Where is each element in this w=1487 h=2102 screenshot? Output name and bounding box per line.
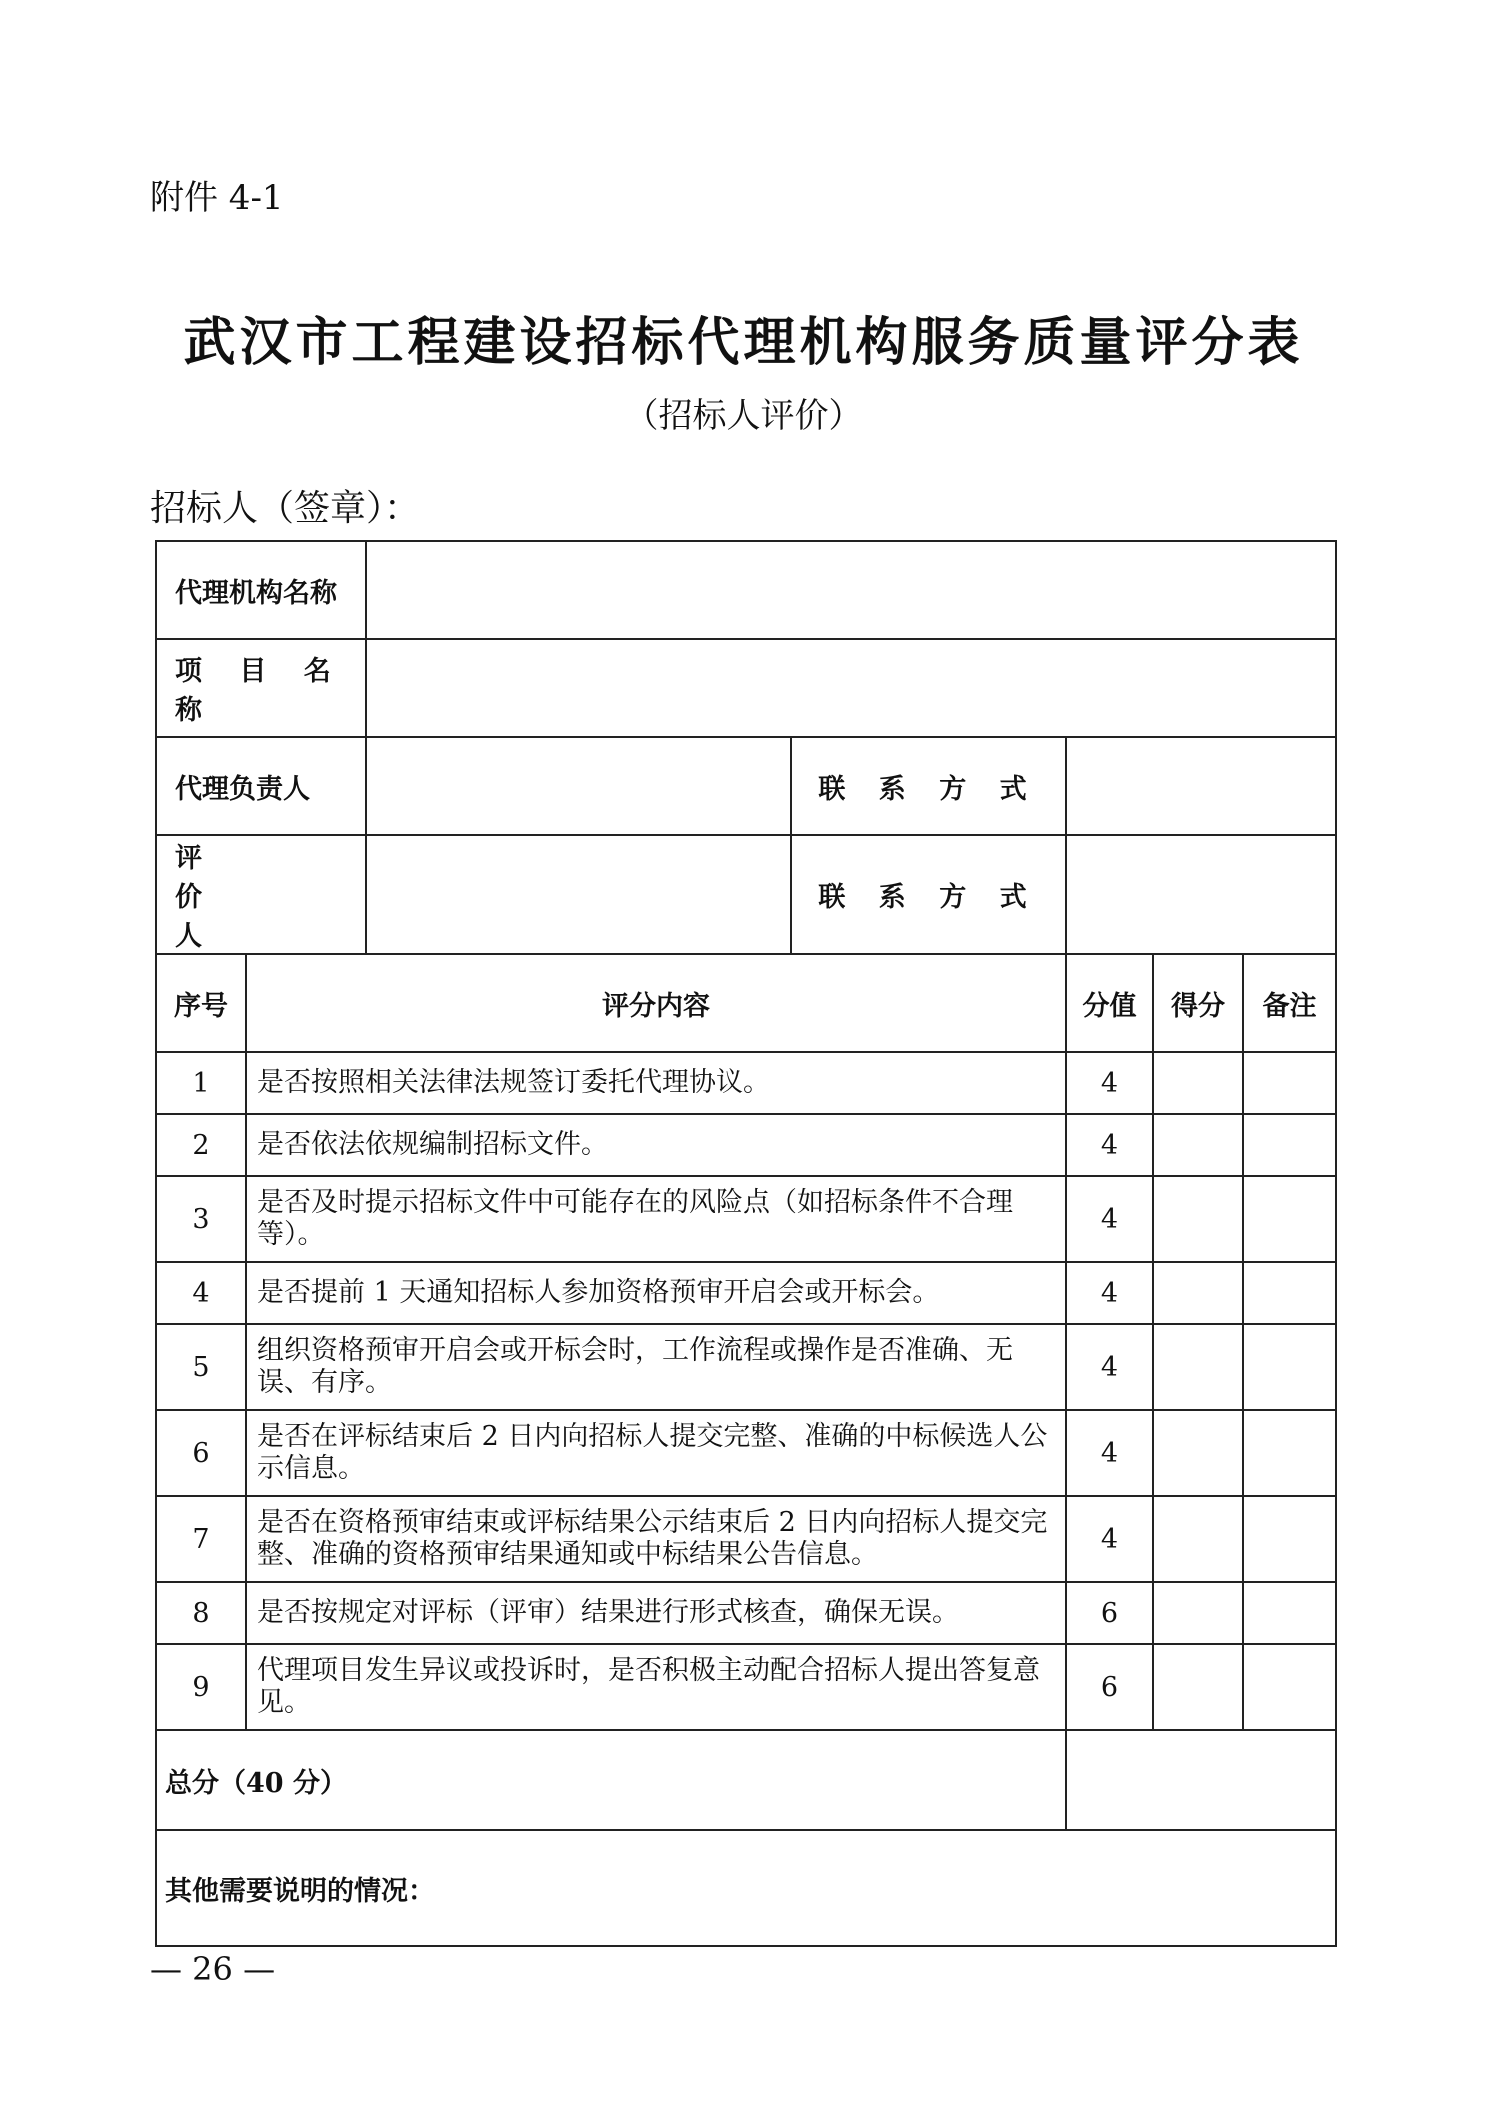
row-points: 4 <box>1066 1496 1153 1582</box>
evaluator-contact-label: 联 系 方 式 <box>791 835 1066 954</box>
row-remark-field[interactable] <box>1243 1262 1336 1324</box>
row-seq: 1 <box>156 1052 246 1114</box>
agency-name-field[interactable] <box>366 541 1336 639</box>
page-subtitle: （招标人评价） <box>624 396 863 436</box>
evaluator-label: 评 价 人 <box>156 835 366 954</box>
row-content: 是否提前 1 天通知招标人参加资格预审开启会或开标会。 <box>246 1262 1066 1324</box>
row-seq: 9 <box>156 1644 246 1730</box>
row-points: 4 <box>1066 1052 1153 1114</box>
agency-name-label: 代理机构名称 <box>156 541 366 639</box>
table-row <box>156 1176 1336 1262</box>
notes-field[interactable] <box>156 1830 1336 1946</box>
row-content: 是否在资格预审结束或评标结果公示结束后 2 日内向招标人提交完整、准确的资格预审结果通知或中标结果公告信息。 <box>246 1496 1066 1582</box>
row-seq: 7 <box>156 1496 246 1582</box>
row-remark-field[interactable] <box>1243 1496 1336 1582</box>
total-row <box>156 1730 1336 1830</box>
total-label: 总分（40 分） <box>156 1730 1066 1830</box>
row-seq: 4 <box>156 1262 246 1324</box>
row-remark-field[interactable] <box>1243 1410 1336 1496</box>
row-content: 是否及时提示招标文件中可能存在的风险点（如招标条件不合理等）。 <box>246 1176 1066 1262</box>
row-remark-field[interactable] <box>1243 1644 1336 1730</box>
project-name-label: 项 目 名 称 <box>156 639 366 737</box>
row-content: 组织资格预审开启会或开标会时，工作流程或操作是否准确、无误、有序。 <box>246 1324 1066 1410</box>
row-score-field[interactable] <box>1153 1410 1243 1496</box>
row-score-field[interactable] <box>1153 1052 1243 1114</box>
row-seq: 5 <box>156 1324 246 1410</box>
table-row <box>156 1644 1336 1730</box>
row-remark-field[interactable] <box>1243 1114 1336 1176</box>
project-name-row <box>156 639 1336 737</box>
table-row <box>156 1052 1336 1114</box>
row-points: 4 <box>1066 1262 1153 1324</box>
col-content-header: 评分内容 <box>246 954 1066 1052</box>
notes-label: 其他需要说明的情况： <box>165 1876 435 1907</box>
row-score-field[interactable] <box>1153 1176 1243 1262</box>
notes-row <box>156 1830 1336 1946</box>
evaluator-field[interactable] <box>366 835 791 954</box>
attachment-label: 附件 4-1 <box>150 178 284 218</box>
agency-name-row <box>156 541 1336 639</box>
row-remark-field[interactable] <box>1243 1582 1336 1644</box>
col-seq-header: 序号 <box>156 954 246 1052</box>
signer-label: 招标人（签章）： <box>150 488 421 529</box>
agent-head-field[interactable] <box>366 737 791 835</box>
page-number: — 26 — <box>150 1950 276 1988</box>
row-score-field[interactable] <box>1153 1324 1243 1410</box>
table-row <box>156 1410 1336 1496</box>
row-points: 4 <box>1066 1324 1153 1410</box>
row-seq: 8 <box>156 1582 246 1644</box>
col-remark-header: 备注 <box>1243 954 1336 1052</box>
row-score-field[interactable] <box>1153 1644 1243 1730</box>
col-score-header: 得分 <box>1153 954 1243 1052</box>
agent-head-label: 代理负责人 <box>156 737 366 835</box>
row-content: 是否按照相关法律法规签订委托代理协议。 <box>246 1052 1066 1114</box>
total-score-field[interactable] <box>1066 1730 1336 1830</box>
column-header-row <box>156 954 1336 1052</box>
table-row <box>156 1324 1336 1410</box>
row-points: 6 <box>1066 1644 1153 1730</box>
col-points-header: 分值 <box>1066 954 1153 1052</box>
row-points: 4 <box>1066 1114 1153 1176</box>
row-points: 4 <box>1066 1176 1153 1262</box>
row-remark-field[interactable] <box>1243 1176 1336 1262</box>
evaluator-contact-field[interactable] <box>1066 835 1336 954</box>
evaluation-form-table <box>155 540 1337 1947</box>
row-seq: 6 <box>156 1410 246 1496</box>
row-seq: 3 <box>156 1176 246 1262</box>
row-remark-field[interactable] <box>1243 1052 1336 1114</box>
table-row <box>156 1262 1336 1324</box>
evaluator-row <box>156 835 1336 954</box>
table-row <box>156 1496 1336 1582</box>
agent-contact-label: 联 系 方 式 <box>791 737 1066 835</box>
table-row <box>156 1114 1336 1176</box>
row-points: 4 <box>1066 1410 1153 1496</box>
row-content: 是否依法依规编制招标文件。 <box>246 1114 1066 1176</box>
row-score-field[interactable] <box>1153 1496 1243 1582</box>
agent-contact-field[interactable] <box>1066 737 1336 835</box>
row-score-field[interactable] <box>1153 1262 1243 1324</box>
page-title: 武汉市工程建设招标代理机构服务质量评分表 <box>183 312 1304 373</box>
agent-head-row <box>156 737 1336 835</box>
table-row <box>156 1582 1336 1644</box>
row-content: 是否按规定对评标（评审）结果进行形式核查，确保无误。 <box>246 1582 1066 1644</box>
project-name-field[interactable] <box>366 639 1336 737</box>
row-remark-field[interactable] <box>1243 1324 1336 1410</box>
row-points: 6 <box>1066 1582 1153 1644</box>
row-score-field[interactable] <box>1153 1582 1243 1644</box>
row-content: 代理项目发生异议或投诉时，是否积极主动配合招标人提出答复意见。 <box>246 1644 1066 1730</box>
row-content: 是否在评标结束后 2 日内向招标人提交完整、准确的中标候选人公示信息。 <box>246 1410 1066 1496</box>
row-score-field[interactable] <box>1153 1114 1243 1176</box>
row-seq: 2 <box>156 1114 246 1176</box>
